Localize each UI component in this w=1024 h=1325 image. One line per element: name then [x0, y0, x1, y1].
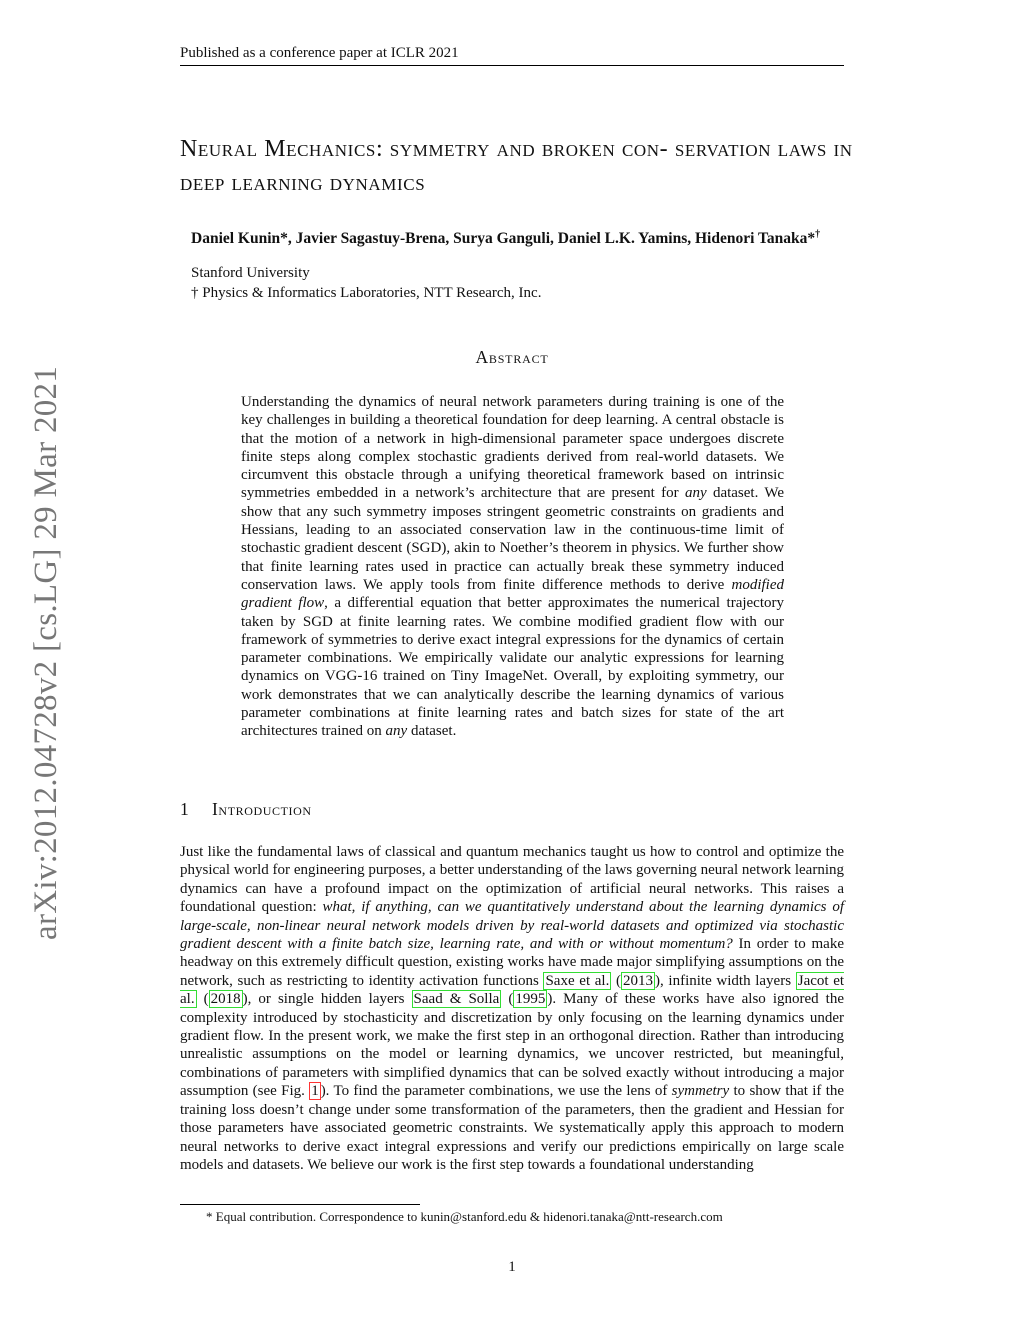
section-number: 1 — [180, 799, 190, 819]
running-header: Published as a conference paper at ICLR 2021 — [180, 44, 844, 66]
intro-question: what, if anything, can we quantitatively understand about the learning dynamics of large-scale, non-linear neural network models driven by real-world datasets and optimized via stochastic gradient descent with a finite batch size, learning rate, and with or without momentum? — [180, 899, 844, 953]
figure-reference-link[interactable]: 1 — [311, 1083, 319, 1100]
abstract-heading: Abstract — [475, 347, 549, 367]
author-list — [191, 229, 891, 248]
abstract-emphasis: any — [684, 485, 707, 502]
intro-part: Just like the fundamental laws of classical and quantum mechanics taught us how to control and optimize the physical world for engineering purposes, a better understanding of the laws governing neural network learning dynamics can have a profound impact on the optimization of artificial neural networks. This raises a foundational question: — [180, 844, 844, 916]
introduction-text: Just like the fundamental laws of classical and quantum mechanics taught us how to control and optimize the physical world for engineering purposes, a better understanding of the laws governing neural network learning dynamics can have a profound impact on the optimization of artificial neural networks. This raises a foundational question: what, if anything, can we quantitatively understand about the learning dynamics of large-scale, non-linear neural network models driven by real-world datasets and optimized via stochastic gradient descent with a finite batch size, learning rate, and with or without momentum? In order to make headway on this extremely difficult question, existing works have made major simplifying assumptions on the network, such as restricting to identity activation functions Saxe et al. ( 2013 ), infinite width layers Jacot et al. ( 2018 ), or single hidden layers Saad & Solla ( 1995 ). Many of these works have also ignored the complexity introduced by stochasticity and discretization by only focusing on the learning dynamics under gradient flow. In the present work, we make the first step in an orthogonal direction. Rather than introducing unrealistic assumptions on the model or learning dynamics, we uncover restricted, but meaningful, combinations of parameters with simplified dynamics that can be solved exactly without introducing a major assumption (see Fig. 1 ). To find the parameter combinations, we use the lens of symmetry to show that if the training loss doesn’t change under some transformation of the parameters, then the gradient and Hessian for those parameters have associated geometric constraints. We systematically apply this approach to modern neural networks to derive exact integral expressions and verify our predictions empirically on large scale models and datasets. We believe our work is the first step towards a foundational understanding — [180, 844, 845, 1173]
paper-title: Neural Mechanics: symmetry and broken con- servation laws in deep learning dynamics — [180, 136, 853, 196]
intro-part: to show that if the training loss doesn’t change under some transformation of the parameters, then the gradient and Hessian for those parameters have associated geometric constraints. We systematically apply this approach to modern neural networks to derive exact integral expressions and verify our predictions empirically on large scale models and datasets. We believe our work is the first step towards a foundational understanding — [180, 1083, 845, 1173]
abstract-part: dataset. We show that any such symmetry imposes stringent geometric constraints on gradients and Hessians, leading to an associated conservation law in the continuous-time limit of stochastic gradient descent (SGD), akin to Noether’s theorem in physics. We further show that finite learning rates used in practice can actually break these symmetry induced conservation laws. We apply tools from finite difference methods to derive — [241, 485, 785, 593]
author-names: Daniel Kunin*, Javier Sagastuy-Brena, Surya Ganguli, Daniel L.K. Yamins, Hidenori Tanaka* — [191, 230, 816, 248]
intro-part: , infinite width layers — [660, 972, 792, 989]
abstract-part: Understanding the dynamics of neural network parameters during training is one of the key challenges in building a theoretical foundation for deep learning. A central obstacle is that the motion of a network in high-dimensional parameter space undergoes discrete finite steps along complex stochastic gradients derived from real-world datasets. We circumvent this obstacle through a unifying theoretical framework based on intrinsic symmetries embedded in a network’s architecture that are present for — [241, 394, 784, 502]
citation-year-link[interactable]: 1995 — [515, 991, 546, 1008]
abstract-part: dataset. — [410, 723, 457, 740]
affiliation-stanford: Stanford University — [191, 265, 310, 281]
footnote-rule — [180, 1204, 420, 1205]
citation-year-link[interactable]: 2013 — [623, 972, 654, 989]
citation-year-link[interactable]: 2018 — [210, 991, 241, 1008]
intro-part: . Many of these works have also ignored the complexity introduced by stochasticity and discretization by only focusing on the learning dynamics under gradient flow. In the present work, we make the first step in an orthogonal direction. Rather than introducing unrealistic assumptions on the model or learning dynamics, we uncover restricted, but meaningful, combinations of parameters with simplified dynamics that can be solved exactly without introducing a major assumption (see Fig. — [180, 991, 845, 1100]
abstract-emphasis: modified gradient flow — [241, 576, 785, 612]
intro-part: In order to make headway on this extremely difficult question, existing works have made major simplifying assumptions on the network, such as restricting to identity activation functions — [180, 936, 844, 989]
affiliation-ntt: † Physics & Informatics Laboratories, NTT Research, Inc. — [191, 285, 542, 301]
section-heading-introduction — [180, 799, 580, 820]
intro-part: ). To find the parameter combinations, we use the lens of — [320, 1083, 668, 1100]
abstract-text — [241, 393, 784, 741]
intro-part: , or single hidden layers — [247, 991, 405, 1008]
arxiv-identifier: arXiv:2012.04728v2 [cs.LG] 29 Mar 2021 — [28, 365, 64, 940]
citation-link-jacot[interactable]: Jacot et al. — [180, 972, 845, 1008]
abstract-part: , a differential equation that better approximates the numerical trajectory taken by SGD at finite learning rates. We combine modified gradient flow with our framework of symmetries to derive exact integral expressions for the dynamics of certain parameter combinations. We empirically validate our analytic expressions for learning dynamics on VGG-16 trained on Tiny ImageNet. Overall, by exploiting symmetry, our work demonstrates that we can analytically describe the learning dynamics of various parameter combinations at finite learning rates and batch sizes for state of the art architectures trained on — [241, 595, 784, 740]
section-title: Introduction — [212, 799, 312, 819]
intro-emphasis: symmetry — [671, 1083, 730, 1100]
citation-link-saad[interactable]: Saad & Solla — [413, 991, 500, 1008]
affiliations — [191, 263, 791, 303]
citation-link-saxe[interactable]: Saxe et al. — [545, 972, 610, 989]
footnote: * Equal contribution. Correspondence to kunin@stanford.edu & hidenori.tanaka@ntt-research.com — [206, 1209, 723, 1224]
page-number: 1 — [508, 1259, 516, 1275]
dagger-mark: † — [815, 229, 821, 240]
abstract-emphasis: any — [385, 723, 408, 740]
